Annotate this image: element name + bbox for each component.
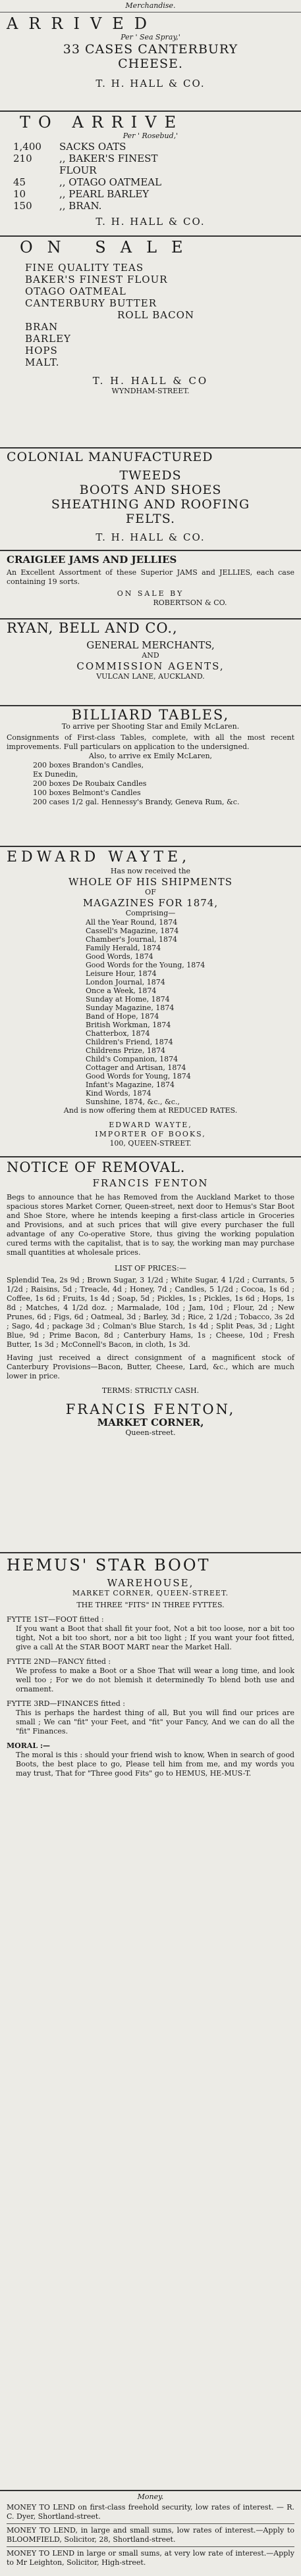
item-row [13,188,294,200]
item-row: Good Words for Young, 1874 [86,1072,191,1081]
item-row: British Workman, 1874 [86,1021,171,1029]
ad-title: ON SALE [20,238,198,256]
divider [0,846,301,847]
item-row: All the Year Round, 1874 [86,918,178,927]
ad-list-head: LIST OF PRICES:— [115,1264,186,1273]
ad-title: EDWARD WAYTE, [7,849,191,865]
ad-sale-by: ON SALE BY [117,589,184,598]
item-row [13,164,294,176]
item-row [13,176,294,188]
divider [0,110,301,112]
fytte-heading: FYTTE 2ND—FANCY fitted : [7,1657,111,1666]
ad-body: An Excellent Assortment of these Superior JAMS and JELLIES, each case containing 19 sorts. [7,568,294,586]
ad-title: RYAN, BELL AND CO., [7,620,178,636]
moral-text: The moral is this : should your friend wish to know, When in search of good Boots, the best place to go, Please tell him from me, and my words you may trust, That for "Three good Fits" go to HEMUS, HE-MUS-T. [16,1751,294,1778]
ad-line: OF [145,888,156,896]
ad-colonial [0,450,301,543]
ad-body: Having just received a direct consignment of a magnificent stock of Canterbury Provisions—Bacon, Butter, Cheese, Lard, &c., which are much lower in price. [7,1353,294,1380]
divider [7,2523,294,2524]
divider [0,705,301,706]
ad-address: VULCAN LANE, AUCKLAND. [96,672,205,681]
item-quantity: 150 [13,200,32,212]
ad-line: MARKET CORNER, QUEEN-STREET. [72,1589,229,1597]
ad-name: FRANCIS FENTON [92,1177,209,1189]
ad-body: Consignments of First-class Tables, complete, with all the most recent improvements. Full particulars on application to the undersigned. [7,733,294,751]
ad-line: MAGAZINES FOR 1874, [82,897,219,909]
ad-title: COLONIAL MANUFACTURED [7,450,213,464]
ad-signature: EDWARD WAYTE, [109,1121,192,1129]
fytte-heading: FYTTE 1ST—FOOT fitted : [7,1615,104,1624]
ad-money-2: MONEY TO LEND, in large and small sums, low rates of interest.—Apply to BLOOMFIELD, Solicitor, 28, Shortland-street. [7,2526,294,2544]
divider [0,550,301,551]
ad-on-sale [0,238,301,396]
item-row: Family Herald, 1874 [86,944,161,952]
item-row: BAKER'S FINEST FLOUR [25,274,168,285]
item-row: Chatterbox, 1874 [86,1029,150,1038]
ad-hemus [0,1556,301,1778]
ad-line: WAREHOUSE, [107,1577,194,1589]
item-row: Good Words, 1874 [86,952,153,961]
item-row: Good Words for the Young, 1874 [86,961,205,969]
ad-money-1: MONEY TO LEND on first-class freehold security, low rates of interest. — R. C. Dyer, Shortland-street. [7,2503,294,2521]
divider [7,2546,294,2547]
ad-money-3: MONEY TO LEND in large or small sums, at very low rate of interest.—Apply to Mr Leighton, Solicitor, High-street. [7,2549,294,2567]
ad-address: 100, QUEEN-STREET. [109,1139,192,1148]
divider [0,1552,301,1553]
ad-arrived [0,14,301,89]
ad-title: BILLIARD TABLES, [71,707,230,723]
item-description: ,, BAKER'S FINEST [59,153,158,164]
ad-line: WHOLE OF HIS SHIPMENTS [68,876,233,888]
item-row: ROLL BACON [117,309,195,321]
ad-subtitle: To arrive per Shooting Star and Emily McLaren. [61,722,240,731]
ad-prices: Splendid Tea, 2s 9d ; Brown Sugar, 3 1/2d ; White Sugar, 4 1/2d ; Currants, 5 1/2d ; Raisins, 5d ; Treacle, 4d ; Honey, 7d ; Candles, 5 1/2d ; Cocoa, 1s 6d ; Coffee, 1s 6d ; Fruits, 1s 4d ; Soap, 5d ; Pickles, 1s ; Pickles, 1s 6d ; Hops, 1s 8d ; Matches, 4 1/2d doz. ; Marmalade, 10d ; Jam, 10d ; Flour, 2d ; New Prunes, 6d ; Figs, 6d ; Oatmeal, 3d ; Barley, 3d ; Rice, 2 1/2d ; Tobacco, 3s 2d ; Sago, 4d ; package 3d ; Colman's Blue Starch, 1s 4d ; Split Peas, 3d ; Light Blue, 9d ; Prime Bacon, 8d ; Canterbury Hams, 1s ; Cheese, 10d ; Fresh Butter, 1s 3d ; McConnell's Bacon, in cloth, 1s 3d. [7,1276,294,1349]
ad-body: Begs to announce that he has Removed from the Auckland Market to those spacious stores Market Corner, Queen-street, next door to Hemus's Star Boot and Shoe Store, where he intends keeping a first-class article in Groceries and Provisions, and at such prices that will give every purchaser the full advantage of any Co-operative Store, thus giving the working population cured terms with the capitalist, that is to say, the working man may purchase small quantities at wholesale prices. [7,1193,294,1257]
ad-subtitle: Per ' Sea Spray,' [121,33,180,41]
ad-title: TO ARRIVE [20,113,184,132]
ad-address: WYNDHAM-STREET. [111,387,190,395]
item-row [13,153,294,164]
item-row: Kind Words, 1874 [86,1089,151,1098]
ad-subtitle: Has now received the [110,867,191,875]
item-description: FLOUR [59,164,97,176]
ad-signature: T. H. HALL & CO. [96,531,205,543]
divider [0,235,301,237]
ad-title: NOTICE OF REMOVAL. [7,1159,186,1175]
item-row: Ex Dunedin, [33,770,78,779]
item-row: 200 cases 1/2 gal. Hennessy's Brandy, Geneva Rum, &c. [33,798,240,806]
ad-signature: FRANCIS FENTON, [65,1401,236,1417]
divider [0,1156,301,1157]
item-row: OTAGO OATMEAL [25,285,126,297]
ad-line: CHEESE. [118,57,183,71]
item-description: ,, OTAGO OATMEAL [59,176,162,188]
item-quantity: 45 [13,176,26,188]
divider [0,2490,301,2491]
ad-billiard [0,708,301,807]
ad-close: And is now offering them at REDUCED RATES. [63,1106,238,1115]
item-description: ,, BRAN. [59,200,102,212]
ad-craiglee [0,554,301,608]
ad-line: Comprising— [125,909,176,917]
ad-role: IMPORTER OF BOOKS, [95,1130,206,1138]
ad-signature: ROBERTSON & CO. [153,598,227,607]
item-row: London Journal, 1874 [86,978,165,986]
ad-line: BOOTS AND SHOES [79,483,222,497]
item-row: 200 boxes Brandon's Candles, [33,761,144,769]
ad-line: MARKET CORNER, [97,1417,204,1428]
fytte-text: This is perhaps the hardest thing of all, But you will find our prices are small ; We can "fit" your Feet, and "fit" your Fancy, And we can do all the "fit" Finances. [16,1709,294,1736]
item-row: 200 boxes De Roubaix Candles [33,779,147,788]
ad-line: GENERAL MERCHANTS, [86,639,215,651]
item-row: Child's Companion, 1874 [86,1055,178,1063]
item-row: Childrens Prize, 1874 [86,1046,166,1055]
ad-line: Also, to arrive ex Emily McLaren, [88,752,213,760]
fytte-heading: FYTTE 3RD—FINANCES fitted : [7,1699,125,1708]
item-row: BRAN [25,321,59,333]
item-row: Cottager and Artisan, 1874 [86,1063,186,1072]
item-list [7,262,294,368]
ad-line: TWEEDS [119,468,182,483]
moral-heading: MORAL :— [7,1741,51,1750]
item-row: 100 boxes Belmont's Candles [33,789,141,797]
ad-signature: T. H. HALL & CO [92,375,209,387]
item-list [7,918,294,1106]
ad-title: HEMUS' STAR BOOT [7,1556,211,1574]
ad-to-arrive [0,113,301,228]
item-description: ,, PEARL BARLEY [59,188,150,200]
ad-terms: TERMS: STRICTLY CASH. [101,1386,200,1395]
item-row: Infant's Magazine, 1874 [86,1081,175,1089]
item-row: BARLEY [25,333,71,345]
item-list [7,141,294,212]
item-row: HOPS [25,345,58,356]
item-quantity: 1,400 [13,141,41,153]
item-row: Chamber's Journal, 1874 [86,935,177,944]
item-row: Once a Week, 1874 [86,986,157,995]
fytte-text: We profess to make a Boot or a Shoe That will wear a long time, and look well too ; For we do not blemish it determinedly To blend both use and ornament. [16,1666,294,1693]
item-row [13,200,294,212]
item-row: Children's Friend, 1874 [86,1038,173,1046]
item-quantity: 210 [13,153,32,164]
section-header: Merchandise. [125,1,176,10]
item-row: Leisure Hour, 1874 [86,969,157,978]
ad-signature: T. H. HALL & CO. [96,216,205,228]
item-row: MALT. [25,356,60,368]
ad-ryan-bell [0,621,301,681]
ad-line: FELTS. [125,512,176,526]
item-row: Sunday at Home, 1874 [86,995,170,1004]
ad-title: CRAIGLEE JAMS AND JELLIES [7,554,177,566]
ad-signature: T. H. HALL & CO. [96,78,205,89]
ad-line: THE THREE "FITS" IN THREE FYTTES. [76,1601,225,1609]
ad-title: ARRIVED [7,14,158,33]
item-row: Sunday Magazine, 1874 [86,1004,175,1012]
ad-line: AND [142,651,159,660]
ad-line: 33 CASES CANTERBURY [63,42,238,57]
ad-address: Queen-street. [125,1428,176,1437]
item-description: SACKS OATS [59,141,126,153]
item-quantity [13,164,59,176]
item-row: Cassell's Magazine, 1874 [86,927,179,935]
item-row: FINE QUALITY TEAS [25,262,144,274]
item-quantity: 10 [13,188,26,200]
divider [0,618,301,620]
ad-removal [0,1160,301,1438]
ad-line: SHEATHING AND ROOFING [51,497,250,512]
item-list [7,761,294,807]
fytte-text: If you want a Boot that shall fit your foot, Not a bit too loose, nor a bit too tight, Not a bit too short, nor a bit too light ; If you want your foot fitted, give a call At the STAR BOOT MART near the Market Hall. [16,1624,294,1651]
item-row: Sunshine, 1874, &c., &c., [86,1098,180,1106]
item-row [13,141,294,153]
section-header: Money. [137,2492,164,2501]
ad-line: COMMISSION AGENTS, [76,660,225,672]
item-row: Band of Hope, 1874 [86,1012,159,1021]
item-row: CANTERBURY BUTTER [25,297,157,309]
ad-subtitle: Per ' Rosebud,' [123,132,178,140]
divider [0,447,301,449]
ad-money [0,2492,301,2567]
ad-edward-wayte [0,848,301,1148]
